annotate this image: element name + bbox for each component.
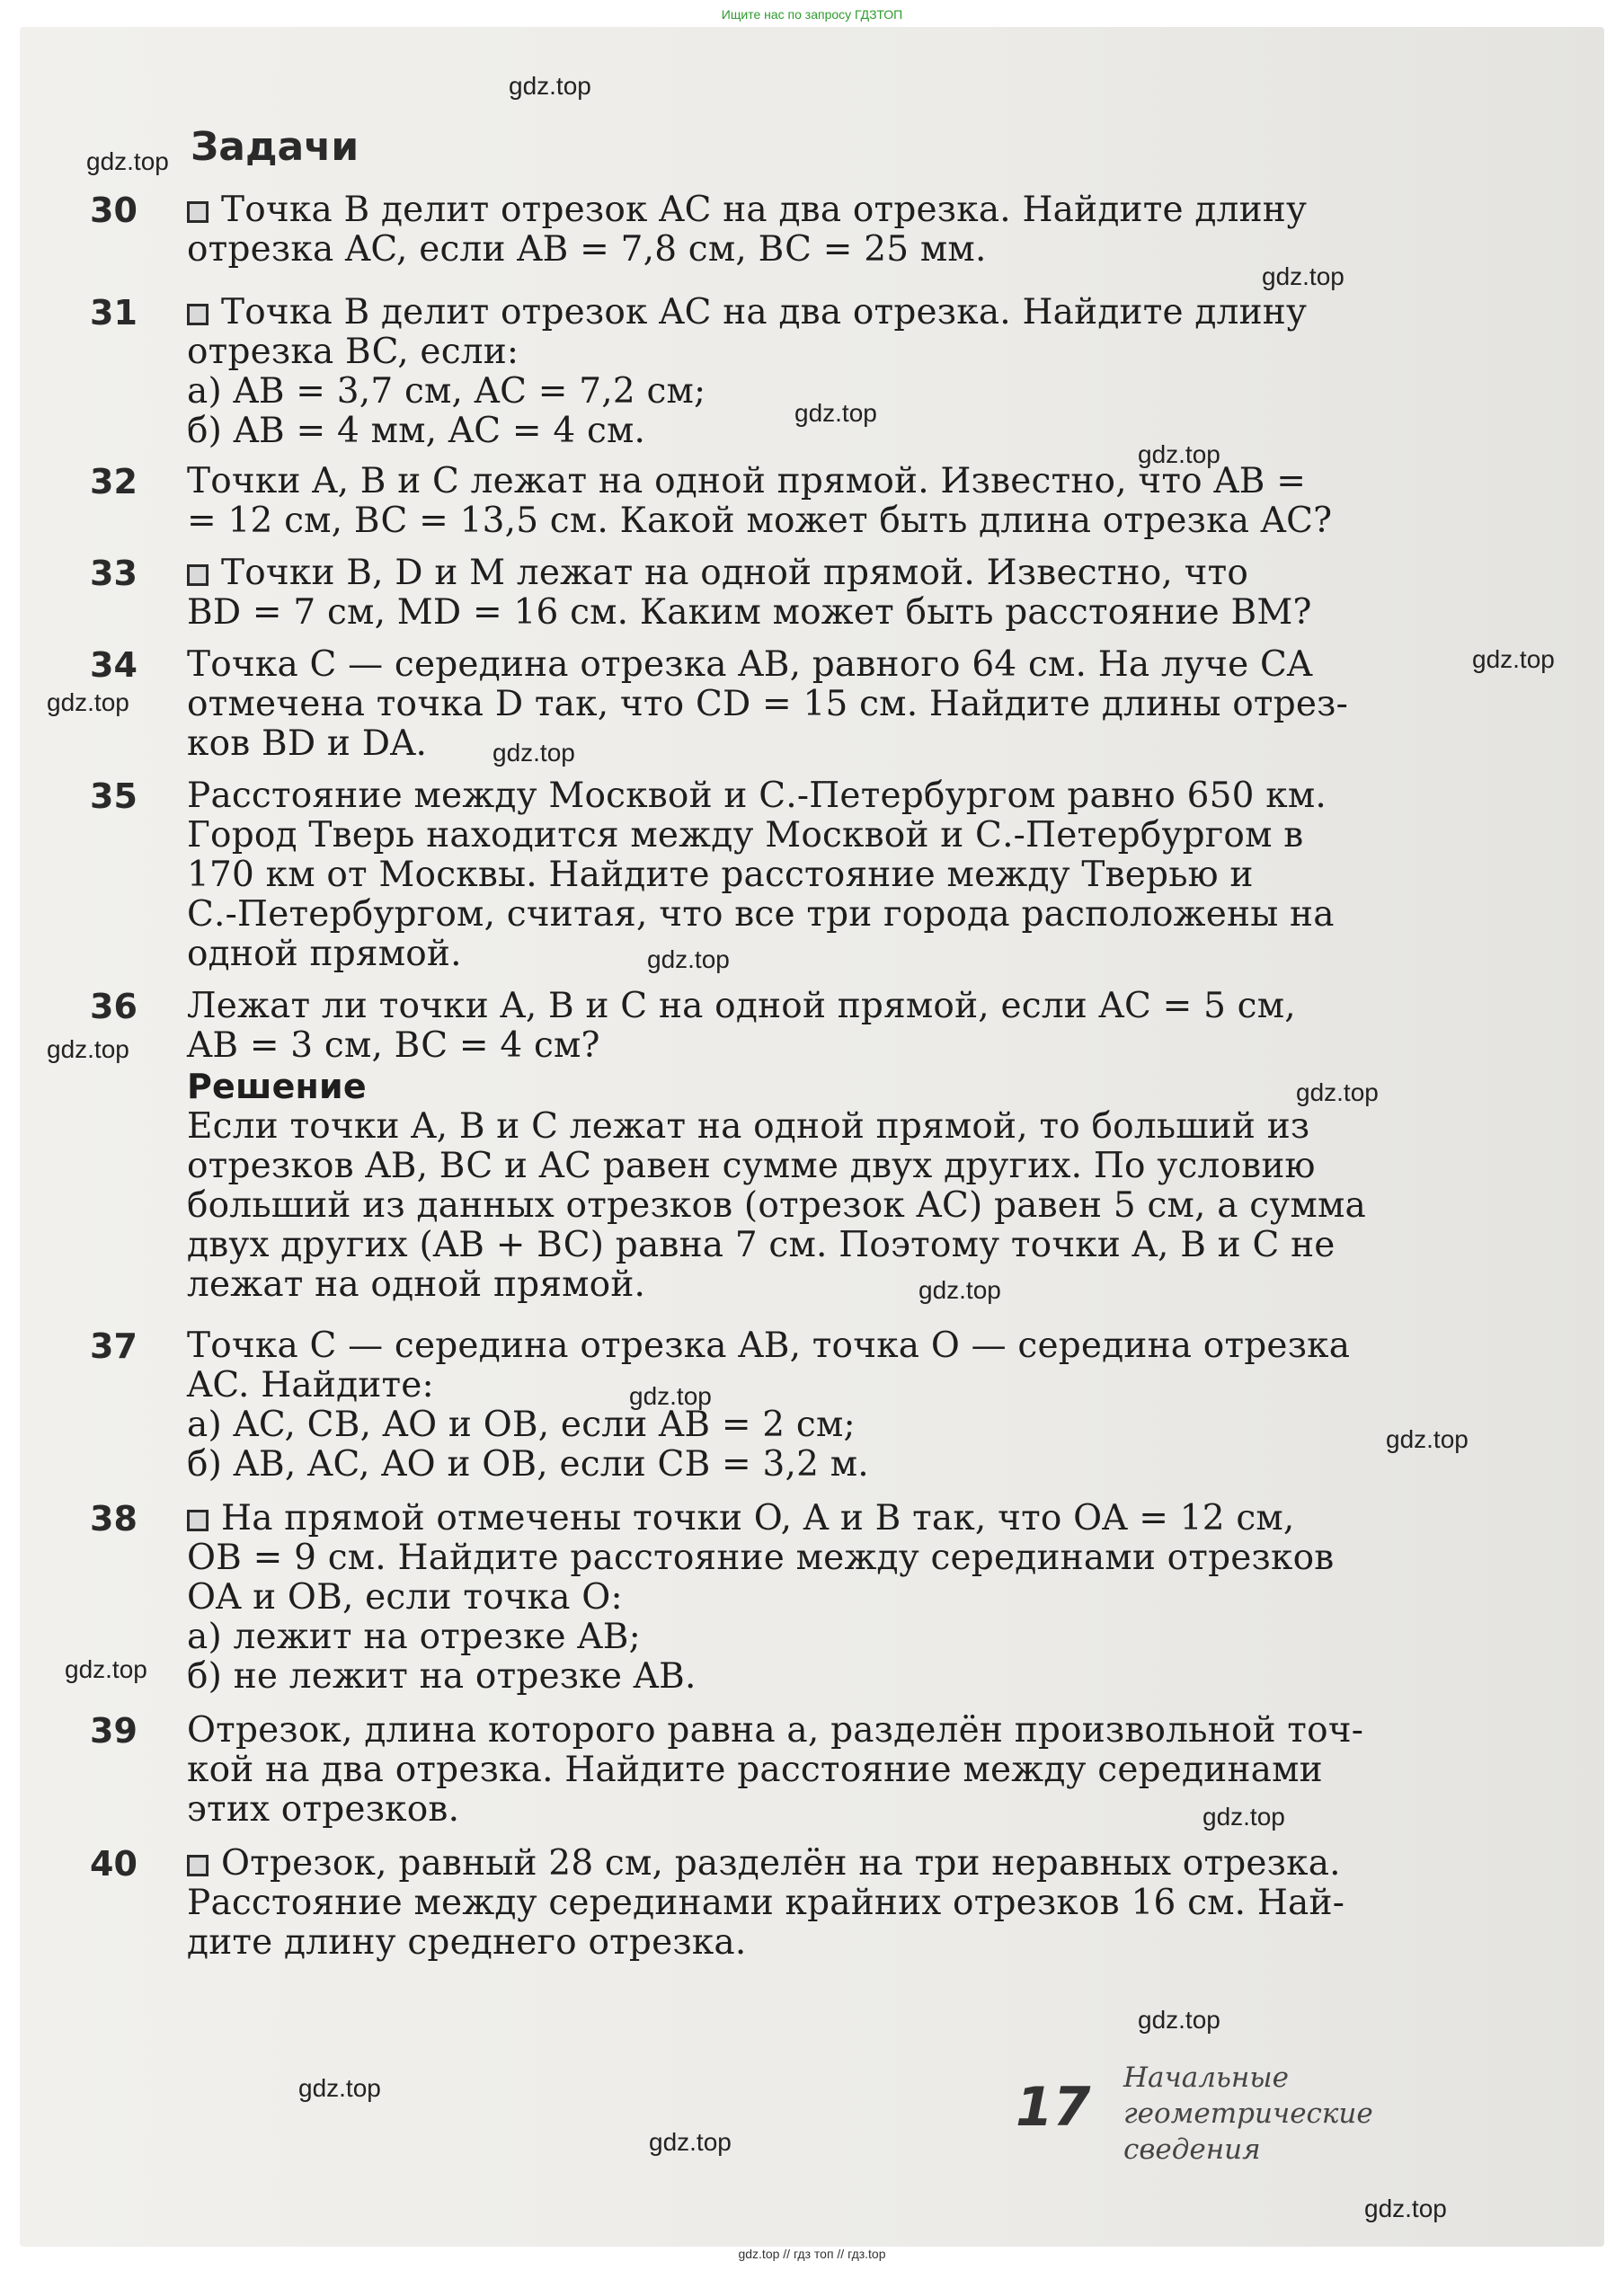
problem-line: кой на два отрезка. Найдите расстояние между серединами (187, 1750, 1323, 1790)
problem-line: отрезка BC, если: (187, 332, 519, 372)
watermark: gdz.top (1386, 1425, 1469, 1453)
top-banner[interactable]: Ищите нас по запросу ГДЗТОП (721, 7, 903, 22)
problem-number: 37 (90, 1326, 138, 1366)
watermark: gdz.top (649, 2128, 732, 2156)
problem-line: Точка B делит отрезок AC на два отрезка. Найдите длину (221, 190, 1308, 230)
problem-number: 32 (90, 462, 138, 501)
problem-line: 170 км от Москвы. Найдите расстояние между Тверью и (187, 855, 1254, 895)
watermark: gdz.top (47, 1035, 129, 1063)
problem-line: OA и OB, если точка O: (187, 1577, 623, 1618)
problem-37 (90, 1326, 1456, 1485)
page-number: 17 (1016, 2076, 1091, 2139)
watermark: gdz.top (298, 2074, 381, 2102)
problem-line: Точки B, D и M лежат на одной прямой. Известно, что (221, 553, 1249, 593)
problem-line: отмечена точка D так, что CD = 15 см. Найдите длины отрез- (187, 684, 1348, 724)
problem-number: 40 (90, 1844, 138, 1884)
problem-line: ков BD и DA. (187, 723, 428, 764)
problem-31 (90, 293, 1456, 451)
problem-line: одной прямой. (187, 934, 462, 974)
watermark: gdz.top (493, 739, 575, 767)
problem-number: 39 (90, 1711, 138, 1751)
problem-line: а) AC, CB, AO и OB, если AB = 2 см; (187, 1405, 856, 1445)
problem-line: Точки A, B и C лежат на одной прямой. Известно, что AB = (187, 461, 1307, 501)
problem-line: а) лежит на отрезке AB; (187, 1617, 641, 1657)
solution-line: двух других (AB + BC) равна 7 см. Поэтому точки A, B и C не (187, 1225, 1336, 1265)
watermark: gdz.top (1202, 1803, 1285, 1831)
section-caption-line: сведения (1123, 2133, 1261, 2166)
problem-line: б) AB = 4 мм, AC = 4 см. (187, 411, 646, 451)
problem-line: С.-Петербургом, считая, что все три города расположены на (187, 894, 1335, 935)
watermark: gdz.top (47, 688, 129, 716)
solution-line: больший из данных отрезков (отрезок AC) равен 5 см, а сумма (187, 1185, 1366, 1226)
watermark: gdz.top (629, 1382, 712, 1410)
section-heading: Задачи (191, 124, 359, 170)
problem-line: Точка B делит отрезок AC на два отрезка. Найдите длину (221, 292, 1308, 333)
problem-40 (90, 1844, 1456, 1963)
problem-38 (90, 1499, 1456, 1697)
watermark: gdz.top (647, 945, 730, 973)
solution-line: Если точки A, B и C лежат на одной прямой, то больший из (187, 1106, 1310, 1147)
problem-number: 36 (90, 987, 138, 1026)
watermark: gdz.top (1364, 2195, 1447, 2222)
problem-number: 35 (90, 776, 138, 816)
problem-line: AB = 3 см, BC = 4 см? (187, 1025, 600, 1066)
problem-36 (90, 987, 1456, 1305)
difficulty-box-icon (187, 1855, 209, 1876)
problem-33 (90, 554, 1456, 633)
problem-line: OB = 9 см. Найдите расстояние между серединами отрезков (187, 1538, 1335, 1578)
problem-number: 38 (90, 1499, 138, 1538)
difficulty-box-icon (187, 201, 209, 223)
problem-line: этих отрезков. (187, 1789, 460, 1830)
problem-line: AC. Найдите: (187, 1365, 434, 1405)
watermark: gdz.top (65, 1655, 147, 1683)
watermark: gdz.top (1138, 440, 1220, 468)
difficulty-box-icon (187, 564, 209, 586)
problem-number: 33 (90, 554, 138, 593)
problem-line: На прямой отмечены точки O, A и B так, что OA = 12 см, (221, 1498, 1295, 1538)
problem-34 (90, 645, 1456, 764)
watermark: gdz.top (1472, 645, 1555, 673)
problem-number: 34 (90, 645, 138, 685)
problem-line: б) AB, AC, AO и OB, если CB = 3,2 м. (187, 1444, 869, 1485)
bottom-banner[interactable]: gdz.top // гдз топ // гдз.top (738, 2247, 886, 2261)
problem-30 (90, 191, 1456, 270)
problem-line: Точка C — середина отрезка AB, точка O — середина отрезка (187, 1326, 1351, 1366)
problem-line: Точка C — середина отрезка AB, равного 64 см. На луче CA (187, 644, 1313, 685)
problem-number: 31 (90, 293, 138, 333)
section-caption-line: геометрические (1123, 2097, 1373, 2130)
section-caption-line: Начальные (1123, 2062, 1289, 2094)
watermark: gdz.top (1138, 2006, 1220, 2034)
problem-line: Расстояние между серединами крайних отрезков 16 см. Най- (187, 1883, 1345, 1923)
problem-line: Отрезок, равный 28 см, разделён на три неравных отрезка. (221, 1843, 1341, 1884)
problem-32 (90, 462, 1456, 541)
problem-line: BD = 7 см, MD = 16 см. Каким может быть расстояние BM? (187, 592, 1312, 633)
solution-title: Решение (187, 1067, 367, 1106)
problem-line: б) не лежит на отрезке AB. (187, 1656, 697, 1697)
solution-line: отрезков AB, BC и AC равен сумме двух других. По условию (187, 1146, 1316, 1186)
section-caption (1123, 2060, 1411, 2168)
difficulty-box-icon (187, 1510, 209, 1531)
problem-35 (90, 776, 1456, 974)
solution-line: лежат на одной прямой. (187, 1264, 646, 1305)
problem-line: = 12 см, BC = 13,5 см. Какой может быть длина отрезка AC? (187, 501, 1333, 541)
problem-line: Лежат ли точки A, B и C на одной прямой, если AC = 5 см, (187, 986, 1296, 1026)
difficulty-box-icon (187, 304, 209, 325)
problem-line: Расстояние между Москвой и С.-Петербургом равно 650 км. (187, 776, 1327, 816)
watermark: gdz.top (1262, 262, 1344, 290)
problem-line: Город Тверь находится между Москвой и С.-Петербургом в (187, 815, 1304, 856)
watermark: gdz.top (509, 72, 591, 100)
problem-line: Отрезок, длина которого равна a, разделён произвольной точ- (187, 1710, 1364, 1751)
problem-line: дите длину среднего отрезка. (187, 1922, 747, 1963)
watermark: gdz.top (1296, 1078, 1379, 1106)
watermark: gdz.top (86, 147, 169, 175)
problem-line: а) AB = 3,7 см, AC = 7,2 см; (187, 371, 706, 412)
problem-number: 30 (90, 191, 138, 230)
watermark: gdz.top (794, 399, 877, 427)
problem-line: отрезка AC, если AB = 7,8 см, BC = 25 мм. (187, 229, 987, 270)
watermark: gdz.top (918, 1276, 1001, 1304)
